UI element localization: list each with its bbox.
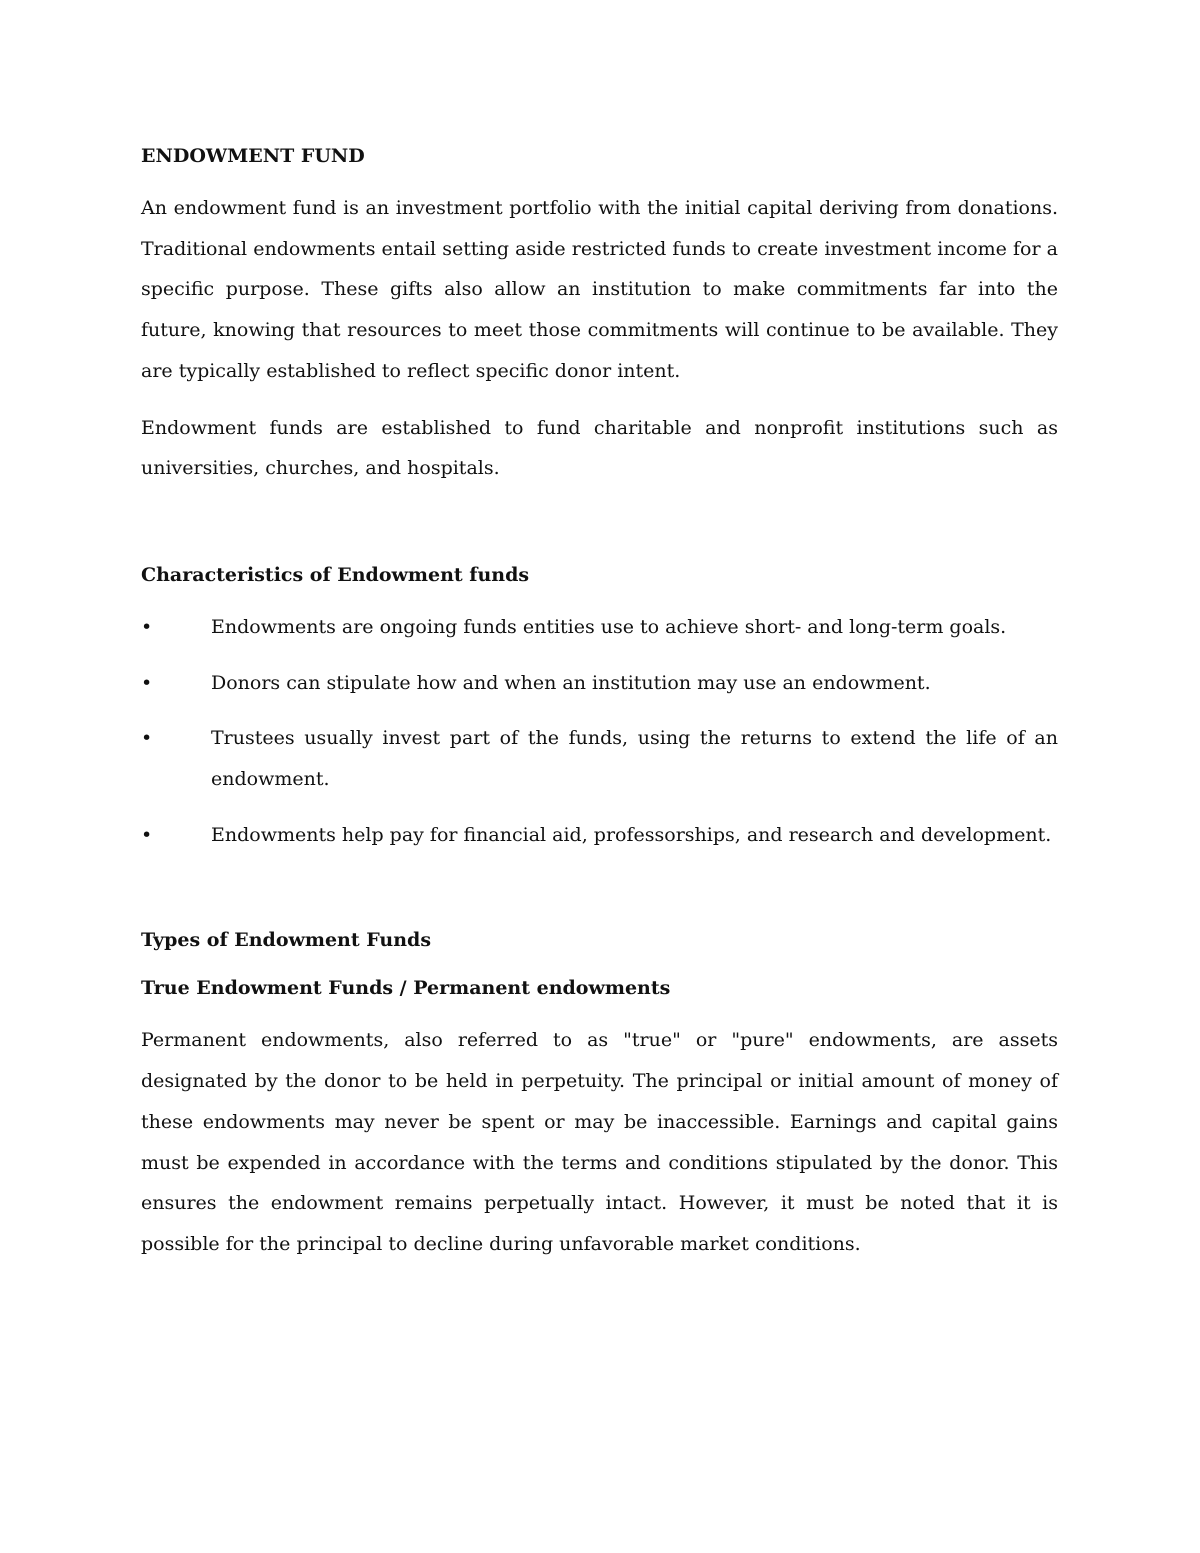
list-item-text: Endowments help pay for financial aid, professorships, and research and development.	[211, 823, 1052, 846]
bullet-icon: •	[141, 823, 153, 846]
list-item-text: Endowments are ongoing funds entities use to achieve short- and long-term goals.	[211, 615, 1007, 638]
bullet-icon: •	[141, 615, 153, 638]
list-item	[141, 718, 1058, 799]
list-item-text: Trustees usually invest part of the funds, using the returns to extend the life of an endowment.	[211, 727, 1058, 791]
bullet-icon: •	[141, 727, 153, 750]
characteristics-heading: Characteristics of Endowment funds	[141, 563, 530, 586]
true-endowment-subheading: True Endowment Funds / Permanent endowments	[141, 977, 671, 1000]
list-item	[141, 815, 1058, 856]
section-spacer	[141, 505, 1058, 559]
list-item-text: Donors can stipulate how and when an institution may use an endowment.	[211, 671, 931, 694]
document-title: ENDOWMENT FUND	[141, 145, 365, 167]
types-heading: Types of Endowment Funds	[141, 929, 432, 952]
intro-paragraph-2: Endowment funds are established to fund charitable and nonprofit institutions such as universities, churches, and hospitals.	[141, 416, 1058, 480]
intro-paragraph-1: An endowment fund is an investment portfolio with the initial capital deriving from donations. Traditional endowments entail setting aside restricted funds to create investment income for a specific purpose. These gifts also allow an institution to make commitments far into the future, knowing that resources to meet those commitments will continue to be available. They are typically established to reflect specific donor intent.	[141, 197, 1058, 382]
document-page	[141, 140, 1058, 1281]
list-item	[141, 607, 1058, 648]
permanent-endowments-paragraph: Permanent endowments, also referred to as "true" or "pure" endowments, are assets designated by the donor to be held in perpetuity. The principal or initial amount of money of these endowments may never be spent or may be inaccessible. Earnings and capital gains must be expended in accordance with the terms and conditions stipulated by the donor. This ensures the endowment remains perpetually intact. However, it must be noted that it is possible for the principal to decline during unfavorable market conditions.	[141, 1029, 1058, 1255]
bullet-icon: •	[141, 671, 153, 694]
list-item	[141, 663, 1058, 704]
section-spacer	[141, 870, 1058, 924]
characteristics-list	[141, 607, 1058, 856]
